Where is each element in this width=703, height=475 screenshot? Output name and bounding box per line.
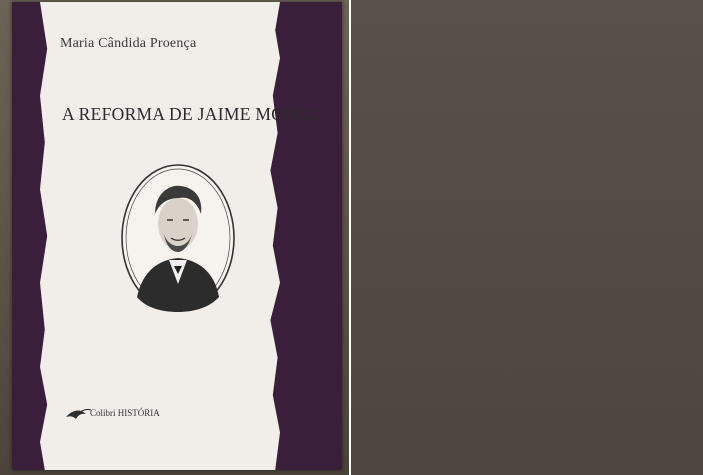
front-cover-photo <box>0 0 349 475</box>
cover-author: Maria Cândida Proença <box>60 36 197 51</box>
front-cover <box>12 2 342 470</box>
back-cover-photo <box>351 0 703 475</box>
cover-title: A REFORMA DE JAIME MONIZ <box>62 104 315 124</box>
publisher-name: Colibri HISTÓRIA <box>90 408 160 418</box>
portrait-illustration <box>119 162 237 314</box>
